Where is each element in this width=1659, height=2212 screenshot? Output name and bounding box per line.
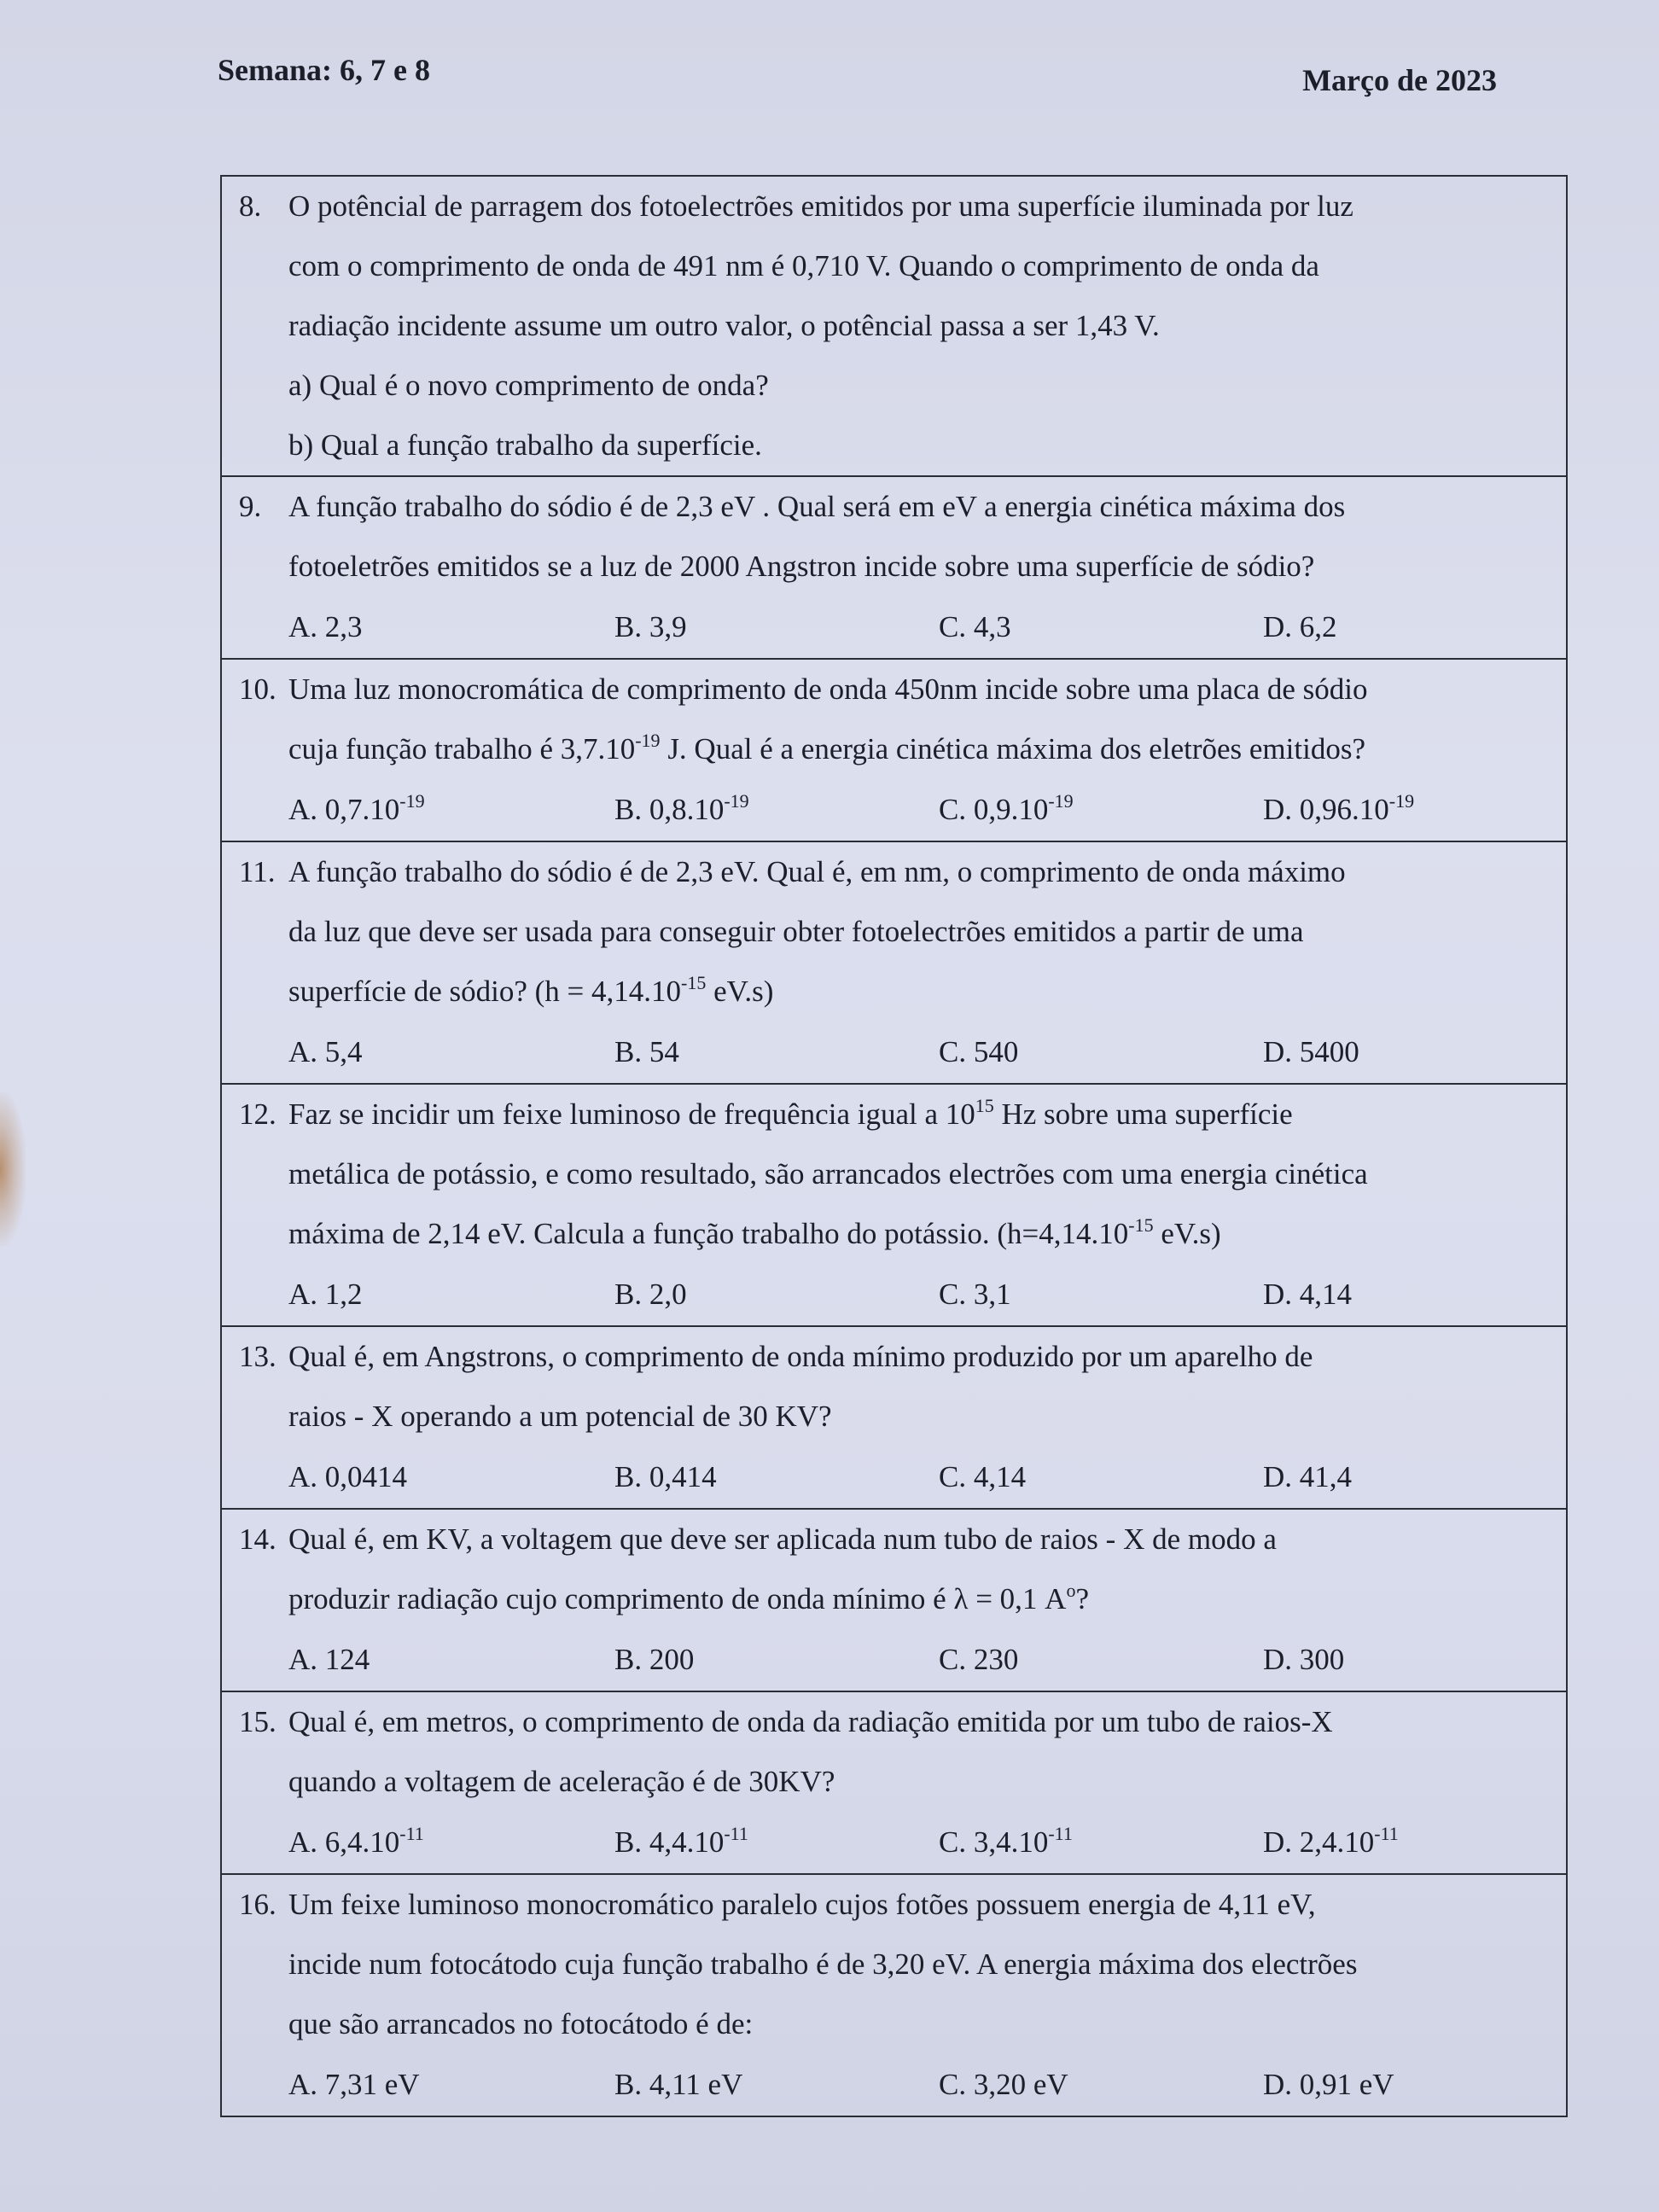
sub-question-a: a) Qual é o novo comprimento de onda? — [288, 369, 769, 402]
question-number: 16. — [239, 1888, 276, 1921]
sub-question-b: b) Qual a função trabalho da superfície. — [288, 428, 762, 462]
question-text: máxima de 2,14 eV. Calcula a função trabalho do potássio. ($h=4,14.10^{-15}$ eV.s) — [288, 1214, 1221, 1250]
option-b: B. 2,0 — [614, 1278, 687, 1311]
option-a: A. 7,31 eV — [288, 2068, 420, 2101]
question-text: que são arrancados no fotocátodo é de: — [288, 2007, 754, 2040]
question-text: A função trabalho do sódio é de 2,3 eV. Qual é, em nm, o comprimento de onda máximo — [288, 855, 1346, 888]
question-text: Qual é, em Angstrons, o comprimento de onda mínimo produzido por um aparelho de — [288, 1340, 1313, 1373]
questions-table — [220, 175, 1568, 2117]
option-c: C. 4,3 — [939, 610, 1011, 643]
answer-options — [239, 1264, 1554, 1325]
week-label: Semana: 6, 7 e 8 — [218, 53, 430, 87]
question-number: 13. — [239, 1340, 276, 1373]
question-text: Faz se incidir um feixe luminoso de frequência igual a $10^{15}$ Hz sobre uma superfície — [288, 1095, 1293, 1131]
question-text: radiação incidente assume um outro valor, o potêncial passa a ser 1,43 V. — [288, 309, 1160, 342]
option-b: B. $4,4.10^{-11}$ — [614, 1823, 748, 1859]
question-number: 12. — [239, 1097, 276, 1131]
option-c: C. 540 — [939, 1035, 1019, 1068]
option-c: C. $0,9.10^{-19}$ — [939, 790, 1074, 826]
question-10 — [222, 660, 1566, 842]
question-number: 14. — [239, 1522, 276, 1556]
option-d: D. 5400 — [1263, 1035, 1359, 1068]
question-text: A função trabalho do sódio é de 2,3 eV . Qual será em eV a energia cinética máxima dos — [288, 490, 1346, 523]
option-d: D. 4,14 — [1263, 1278, 1353, 1311]
option-a: A. 5,4 — [288, 1035, 363, 1068]
option-b: B. 0,414 — [614, 1460, 717, 1493]
option-a: A. 124 — [288, 1643, 370, 1676]
question-text: produzir radiação cujo comprimento de onda mínimo é λ = 0,1 $A^o$? — [288, 1580, 1089, 1615]
question-15 — [222, 1692, 1566, 1875]
answer-options — [239, 597, 1554, 658]
question-text: superfície de sódio? ($h = 4,14.10^{-15}$ eV.s) — [288, 972, 774, 1008]
option-b: B. 4,11 eV — [614, 2068, 743, 2101]
option-a: A. 0,0414 — [288, 1460, 408, 1493]
option-d: D. 41,4 — [1263, 1460, 1353, 1493]
option-d: D. 300 — [1263, 1643, 1345, 1676]
option-c: C. 3,1 — [939, 1278, 1011, 1311]
option-a: A. 2,3 — [288, 610, 363, 643]
question-text: fotoeletrões emitidos se a luz de 2000 Angstron incide sobre uma superfície de sódio? — [288, 550, 1315, 583]
question-text: incide num fotocátodo cuja função trabalho é de 3,20 eV. A energia máxima dos electrões — [288, 1947, 1358, 1981]
question-text: Um feixe luminoso monocromático paralelo cujos fotões possuem energia de 4,11 eV, — [288, 1888, 1316, 1921]
question-number: 10. — [239, 672, 276, 706]
answer-options — [239, 1812, 1554, 1873]
answer-options — [239, 779, 1554, 841]
option-c: C. 230 — [939, 1643, 1019, 1676]
question-number: 15. — [239, 1705, 276, 1738]
question-text: da luz que deve ser usada para conseguir obter fotoelectrões emitidos a partir de uma — [288, 915, 1304, 948]
date-label: Março de 2023 — [1302, 63, 1497, 97]
question-14 — [222, 1510, 1566, 1692]
answer-options — [239, 1629, 1554, 1691]
question-text: Qual é, em KV, a voltagem que deve ser aplicada num tubo de raios - X de modo a — [288, 1522, 1277, 1556]
option-c: C. 3,20 eV — [939, 2068, 1068, 2101]
page-header — [218, 47, 1548, 98]
option-d: D. $0,96.10^{-19}$ — [1263, 790, 1415, 826]
question-number: 8. — [239, 189, 262, 223]
option-b: B. 200 — [614, 1643, 695, 1676]
question-number: 11. — [239, 855, 276, 888]
question-text: Uma luz monocromática de comprimento de onda 450nm incide sobre uma placa de sódio — [288, 672, 1368, 706]
question-text: quando a voltagem de aceleração é de 30KV? — [288, 1765, 835, 1798]
option-d: D. 6,2 — [1263, 610, 1337, 643]
option-b: B. 54 — [614, 1035, 679, 1068]
option-c: C. $3,4.10^{-11}$ — [939, 1823, 1073, 1859]
question-9 — [222, 477, 1566, 660]
option-a: A. $6,4.10^{-11}$ — [288, 1823, 424, 1859]
option-d: D. $2,4.10^{-11}$ — [1263, 1823, 1399, 1859]
option-b: B. $0,8.10^{-19}$ — [614, 790, 749, 826]
question-12 — [222, 1085, 1566, 1327]
option-a: A. $0,7.10^{-19}$ — [288, 790, 425, 826]
answer-options — [239, 1447, 1554, 1508]
option-b: B. 3,9 — [614, 610, 687, 643]
question-text: O potêncial de parragem dos fotoelectrões emitidos por uma superfície iluminada por luz — [288, 189, 1353, 223]
answer-options — [239, 2054, 1554, 2116]
question-13 — [222, 1327, 1566, 1510]
question-8 — [222, 177, 1566, 477]
option-a: A. 1,2 — [288, 1278, 363, 1311]
question-16 — [222, 1875, 1566, 2117]
question-number: 9. — [239, 490, 262, 523]
question-text: com o comprimento de onda de 491 nm é 0,710 V. Quando o comprimento de onda da — [288, 249, 1319, 282]
finger-shadow — [0, 1092, 26, 1246]
option-d: D. 0,91 eV — [1263, 2068, 1394, 2101]
question-text: raios - X operando a um potencial de 30 KV? — [288, 1400, 832, 1433]
question-text: metálica de potássio, e como resultado, são arrancados electrões com uma energia cinética — [288, 1157, 1368, 1190]
question-text: cuja função trabalho é $3,7.10^{-19}$ J. Qual é a energia cinética máxima dos eletrões emitidos? — [288, 730, 1365, 765]
answer-options — [239, 1022, 1554, 1083]
question-11 — [222, 842, 1566, 1085]
option-c: C. 4,14 — [939, 1460, 1027, 1493]
question-text: Qual é, em metros, o comprimento de onda da radiação emitida por um tubo de raios-X — [288, 1705, 1333, 1738]
